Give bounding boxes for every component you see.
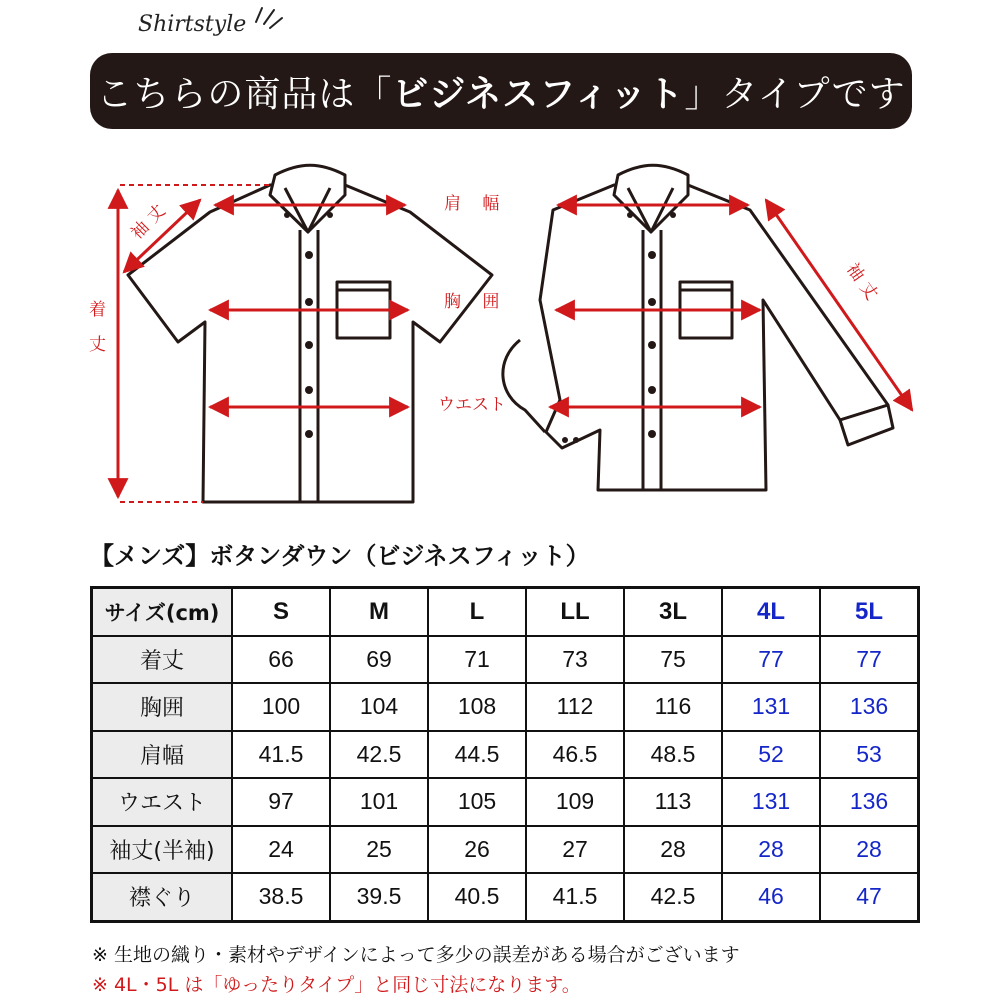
table-header-row	[92, 588, 919, 636]
row-label: 肩幅	[92, 731, 233, 779]
table-cell: 105	[428, 778, 526, 826]
table-cell: 28	[624, 826, 722, 874]
table-cell: 73	[526, 636, 624, 684]
table-cell: 136	[820, 778, 919, 826]
banner-highlight: ビジネスフィット	[392, 73, 685, 115]
label-chest: 胸 囲	[444, 292, 508, 312]
table-cell: 100	[232, 683, 330, 731]
table-cell: 47	[820, 873, 919, 921]
label-waist: ウエスト	[438, 395, 506, 415]
banner-prefix: こちらの商品は「	[96, 73, 393, 115]
table-row	[92, 826, 919, 874]
table-cell: 131	[722, 778, 820, 826]
table-cell: 28	[820, 826, 919, 874]
table-cell: 40.5	[428, 873, 526, 921]
note-large-sizes: ※ 4L・5L は「ゆったりタイプ」と同じ寸法になります。	[92, 974, 581, 996]
table-title: 【メンズ】ボタンダウン（ビジネスフィット）	[90, 542, 590, 570]
label-shoulder: 肩 幅	[444, 194, 508, 214]
fit-type-banner	[90, 53, 912, 129]
table-cell: 77	[820, 636, 919, 684]
size-header: 5L	[820, 588, 919, 636]
table-cell: 97	[232, 778, 330, 826]
table-row	[92, 683, 919, 731]
table-cell: 38.5	[232, 873, 330, 921]
table-corner: サイズ(cm)	[92, 588, 233, 636]
table-cell: 46	[722, 873, 820, 921]
table-cell: 69	[330, 636, 428, 684]
table-row	[92, 778, 919, 826]
table-cell: 26	[428, 826, 526, 874]
table-cell: 112	[526, 683, 624, 731]
table-cell: 42.5	[624, 873, 722, 921]
brand-logo: Shirtstyle	[138, 12, 247, 37]
label-sleeve-long: 袖丈	[842, 259, 885, 309]
table-cell: 101	[330, 778, 428, 826]
table-cell: 113	[624, 778, 722, 826]
size-table	[90, 586, 920, 923]
table-cell: 104	[330, 683, 428, 731]
table-row	[92, 731, 919, 779]
note-tolerance: ※ 生地の織り・素材やデザインによって多少の誤差がある場合がございます	[92, 944, 740, 966]
table-cell: 52	[722, 731, 820, 779]
size-header: S	[232, 588, 330, 636]
table-cell: 44.5	[428, 731, 526, 779]
table-cell: 77	[722, 636, 820, 684]
table-cell: 108	[428, 683, 526, 731]
table-cell: 109	[526, 778, 624, 826]
size-header: 3L	[624, 588, 722, 636]
table-cell: 116	[624, 683, 722, 731]
table-cell: 41.5	[526, 873, 624, 921]
table-cell: 48.5	[624, 731, 722, 779]
table-cell: 71	[428, 636, 526, 684]
table-row	[92, 636, 919, 684]
row-label: 袖丈(半袖)	[92, 826, 233, 874]
label-length: 着丈	[85, 300, 105, 370]
table-cell: 136	[820, 683, 919, 731]
table-cell: 41.5	[232, 731, 330, 779]
table-cell: 66	[232, 636, 330, 684]
table-cell: 53	[820, 731, 919, 779]
table-cell: 39.5	[330, 873, 428, 921]
table-cell: 46.5	[526, 731, 624, 779]
row-label: 胸囲	[92, 683, 233, 731]
brand-sparkle-icon	[250, 4, 290, 34]
table-cell: 131	[722, 683, 820, 731]
table-row	[92, 873, 919, 921]
size-header: M	[330, 588, 428, 636]
table-cell: 75	[624, 636, 722, 684]
table-cell: 42.5	[330, 731, 428, 779]
size-header: LL	[526, 588, 624, 636]
banner-suffix: 」タイプです	[684, 73, 906, 115]
table-cell: 27	[526, 826, 624, 874]
row-label: 襟ぐり	[92, 873, 233, 921]
table-cell: 28	[722, 826, 820, 874]
size-header: L	[428, 588, 526, 636]
row-label: ウエスト	[92, 778, 233, 826]
row-label: 着丈	[92, 636, 233, 684]
table-cell: 24	[232, 826, 330, 874]
table-cell: 25	[330, 826, 428, 874]
label-sleeve-short: 袖丈	[127, 196, 174, 244]
long-sleeve-shirt	[503, 165, 893, 490]
size-header: 4L	[722, 588, 820, 636]
